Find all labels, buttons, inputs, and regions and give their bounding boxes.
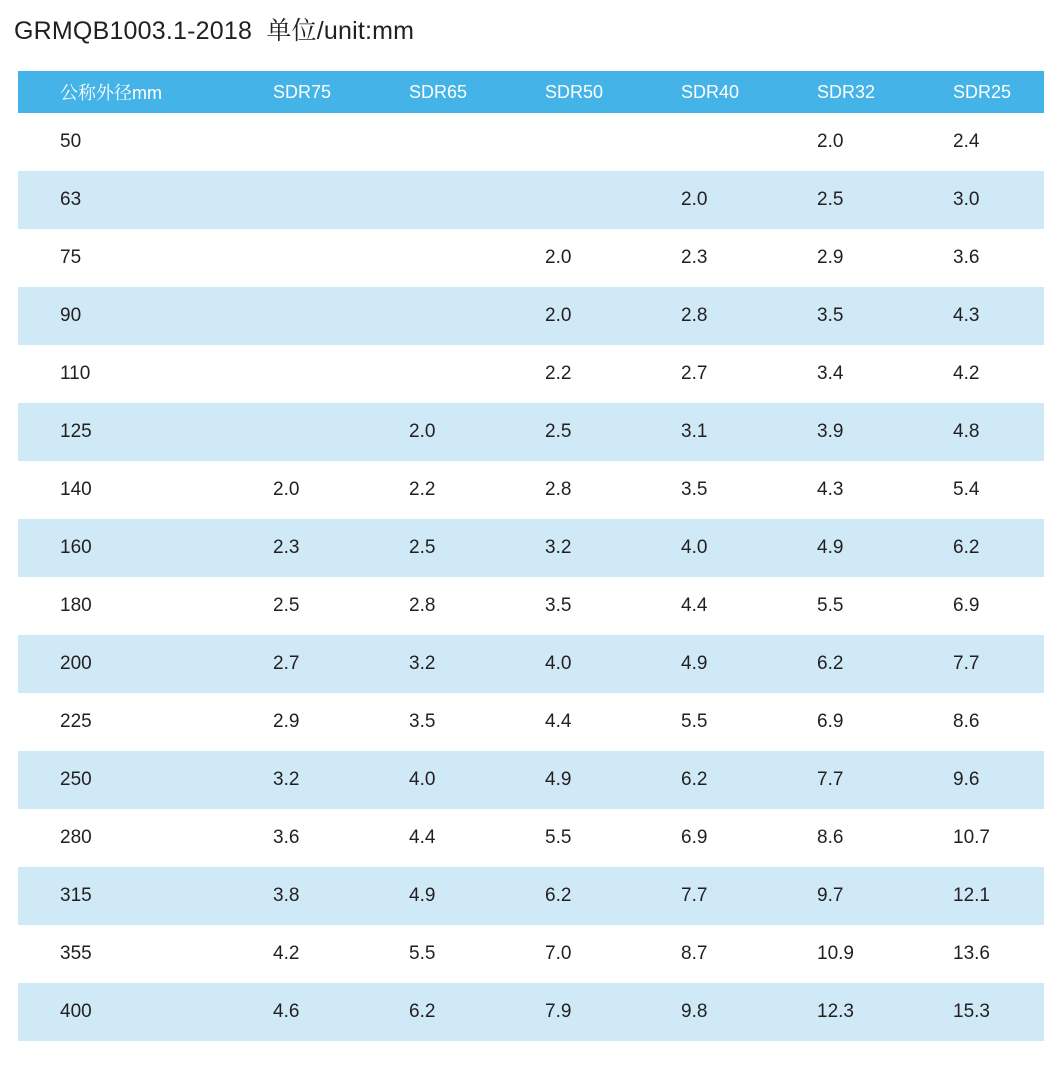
table-cell-value: 5.4 <box>911 461 1044 519</box>
table-cell-value <box>231 229 367 287</box>
table-cell-value: 2.5 <box>367 519 503 577</box>
table-cell-value: 4.4 <box>367 809 503 867</box>
table-column-header: SDR75 <box>231 71 367 113</box>
table-body <box>18 113 1044 1041</box>
table-cell-value <box>367 345 503 403</box>
table-cell-value <box>231 287 367 345</box>
table-cell-value: 3.0 <box>911 171 1044 229</box>
table-cell-value: 3.5 <box>639 461 775 519</box>
table-cell-value: 10.9 <box>775 925 911 983</box>
table-cell-value: 2.0 <box>639 171 775 229</box>
table-cell-value: 4.0 <box>639 519 775 577</box>
table-row <box>18 693 1044 751</box>
table-cell-value: 2.7 <box>639 345 775 403</box>
table-cell-value: 5.5 <box>775 577 911 635</box>
table-cell-value: 8.6 <box>775 809 911 867</box>
table-cell-value: 5.5 <box>367 925 503 983</box>
table-cell-value: 3.5 <box>775 287 911 345</box>
table-cell-nominal-diameter: 160 <box>18 519 231 577</box>
table-cell-value: 4.2 <box>231 925 367 983</box>
spec-table-container <box>18 71 1044 1041</box>
table-cell-value: 4.3 <box>775 461 911 519</box>
table-cell-value: 2.8 <box>503 461 639 519</box>
table-cell-nominal-diameter: 400 <box>18 983 231 1041</box>
table-cell-value: 7.0 <box>503 925 639 983</box>
table-row <box>18 983 1044 1041</box>
table-cell-value: 2.9 <box>231 693 367 751</box>
table-cell-value: 5.5 <box>503 809 639 867</box>
table-cell-value: 2.5 <box>503 403 639 461</box>
table-cell-value: 2.3 <box>231 519 367 577</box>
page-title: GRMQB1003.1-2018 单位/unit:mm <box>14 17 415 45</box>
table-cell-value: 8.7 <box>639 925 775 983</box>
table-cell-nominal-diameter: 250 <box>18 751 231 809</box>
table-column-header: SDR40 <box>639 71 775 113</box>
table-cell-value: 3.5 <box>503 577 639 635</box>
table-cell-value: 7.7 <box>639 867 775 925</box>
table-cell-value: 6.2 <box>775 635 911 693</box>
table-cell-value: 3.8 <box>231 867 367 925</box>
table-cell-value: 7.7 <box>775 751 911 809</box>
table-column-header: 公称外径mm <box>18 71 231 113</box>
table-cell-value: 12.1 <box>911 867 1044 925</box>
table-row <box>18 229 1044 287</box>
table-cell-value: 4.0 <box>367 751 503 809</box>
table-cell-value <box>231 403 367 461</box>
table-row <box>18 809 1044 867</box>
table-cell-value: 2.4 <box>911 113 1044 171</box>
table-cell-value: 2.9 <box>775 229 911 287</box>
table-cell-value <box>367 229 503 287</box>
table-row <box>18 751 1044 809</box>
table-header <box>18 71 1044 113</box>
table-cell-value: 3.6 <box>911 229 1044 287</box>
table-cell-value <box>367 171 503 229</box>
table-cell-value: 4.6 <box>231 983 367 1041</box>
table-row <box>18 519 1044 577</box>
table-cell-value <box>639 113 775 171</box>
table-cell-value: 2.5 <box>775 171 911 229</box>
table-row <box>18 925 1044 983</box>
table-cell-value <box>503 171 639 229</box>
table-cell-value <box>367 287 503 345</box>
table-cell-value: 4.9 <box>503 751 639 809</box>
table-column-header: SDR50 <box>503 71 639 113</box>
table-cell-nominal-diameter: 315 <box>18 867 231 925</box>
table-cell-value <box>231 113 367 171</box>
table-row <box>18 635 1044 693</box>
table-cell-value: 3.4 <box>775 345 911 403</box>
table-cell-value: 4.8 <box>911 403 1044 461</box>
table-cell-nominal-diameter: 180 <box>18 577 231 635</box>
table-cell-value: 2.0 <box>503 287 639 345</box>
table-row <box>18 577 1044 635</box>
table-cell-value: 2.8 <box>639 287 775 345</box>
table-column-header: SDR25 <box>911 71 1044 113</box>
table-cell-nominal-diameter: 75 <box>18 229 231 287</box>
pipe-wall-thickness-table <box>18 71 1044 1041</box>
table-cell-value: 15.3 <box>911 983 1044 1041</box>
table-cell-value <box>503 113 639 171</box>
table-cell-nominal-diameter: 125 <box>18 403 231 461</box>
table-cell-value: 9.7 <box>775 867 911 925</box>
table-cell-value: 2.7 <box>231 635 367 693</box>
table-row <box>18 287 1044 345</box>
table-cell-value: 3.9 <box>775 403 911 461</box>
table-cell-value: 3.2 <box>503 519 639 577</box>
table-cell-value: 2.0 <box>367 403 503 461</box>
table-cell-nominal-diameter: 140 <box>18 461 231 519</box>
table-cell-value: 6.9 <box>911 577 1044 635</box>
table-cell-nominal-diameter: 110 <box>18 345 231 403</box>
table-cell-value: 2.2 <box>367 461 503 519</box>
table-cell-value: 4.4 <box>639 577 775 635</box>
table-cell-value: 3.2 <box>367 635 503 693</box>
table-cell-value: 6.2 <box>367 983 503 1041</box>
table-cell-value: 6.2 <box>911 519 1044 577</box>
table-cell-value: 9.6 <box>911 751 1044 809</box>
table-cell-nominal-diameter: 90 <box>18 287 231 345</box>
table-cell-value: 3.6 <box>231 809 367 867</box>
table-row <box>18 461 1044 519</box>
table-cell-nominal-diameter: 355 <box>18 925 231 983</box>
table-cell-value <box>367 113 503 171</box>
table-cell-value: 8.6 <box>911 693 1044 751</box>
table-cell-nominal-diameter: 200 <box>18 635 231 693</box>
table-cell-nominal-diameter: 225 <box>18 693 231 751</box>
table-cell-nominal-diameter: 280 <box>18 809 231 867</box>
table-cell-value: 3.5 <box>367 693 503 751</box>
table-cell-value: 4.9 <box>639 635 775 693</box>
table-cell-value: 5.5 <box>639 693 775 751</box>
table-cell-value: 4.0 <box>503 635 639 693</box>
table-row <box>18 171 1044 229</box>
table-cell-value <box>231 171 367 229</box>
table-cell-value: 6.9 <box>639 809 775 867</box>
table-cell-value: 7.7 <box>911 635 1044 693</box>
table-cell-value: 4.9 <box>775 519 911 577</box>
table-cell-value: 2.0 <box>503 229 639 287</box>
table-row <box>18 867 1044 925</box>
table-cell-value: 12.3 <box>775 983 911 1041</box>
table-cell-value: 2.8 <box>367 577 503 635</box>
table-cell-nominal-diameter: 63 <box>18 171 231 229</box>
table-cell-value: 6.9 <box>775 693 911 751</box>
table-cell-value: 2.3 <box>639 229 775 287</box>
table-cell-value: 3.2 <box>231 751 367 809</box>
table-row <box>18 345 1044 403</box>
table-cell-value: 10.7 <box>911 809 1044 867</box>
table-cell-value: 2.2 <box>503 345 639 403</box>
table-cell-value: 3.1 <box>639 403 775 461</box>
table-cell-value: 13.6 <box>911 925 1044 983</box>
table-row <box>18 113 1044 171</box>
table-cell-value: 2.0 <box>775 113 911 171</box>
table-cell-value: 9.8 <box>639 983 775 1041</box>
table-cell-value: 4.4 <box>503 693 639 751</box>
table-header-row <box>18 71 1044 113</box>
table-row <box>18 403 1044 461</box>
table-cell-value: 6.2 <box>503 867 639 925</box>
table-cell-value: 6.2 <box>639 751 775 809</box>
table-cell-nominal-diameter: 50 <box>18 113 231 171</box>
table-cell-value <box>231 345 367 403</box>
table-cell-value: 2.0 <box>231 461 367 519</box>
table-cell-value: 4.9 <box>367 867 503 925</box>
table-cell-value: 2.5 <box>231 577 367 635</box>
table-cell-value: 7.9 <box>503 983 639 1041</box>
table-cell-value: 4.3 <box>911 287 1044 345</box>
table-column-header: SDR65 <box>367 71 503 113</box>
table-column-header: SDR32 <box>775 71 911 113</box>
table-cell-value: 4.2 <box>911 345 1044 403</box>
